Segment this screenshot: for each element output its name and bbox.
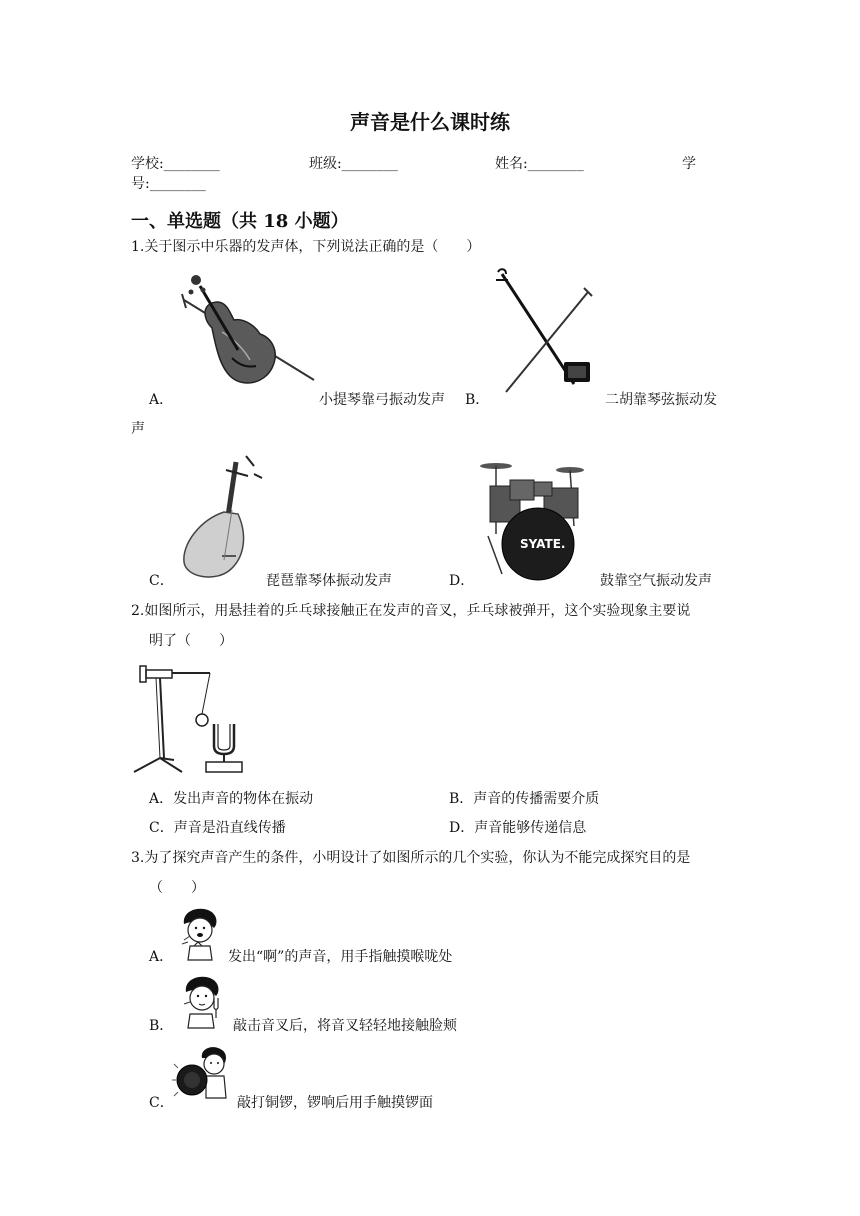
q3-option-c-letter: C． <box>149 1095 174 1111</box>
student-number-label: 学 <box>682 156 696 172</box>
question-2-stem-line1: 2.如图所示，用悬挂着的乒乓球接触正在发声的音叉，乒乓球被弹开，这个实验现象主要说 <box>131 603 691 619</box>
tuning-fork-apparatus-image <box>130 660 260 778</box>
drum-kit-image <box>474 456 596 584</box>
school-field: 学校:________ <box>131 156 220 172</box>
page-title: 声音是什么课时练 <box>350 110 510 134</box>
q2-option-c: C．声音是沿直线传播 <box>149 820 286 836</box>
q3-option-c-text: 敲打铜锣，锣响后用手触摸锣面 <box>237 1095 433 1111</box>
q1-option-d-text: 鼓靠空气振动发声 <box>600 573 712 589</box>
violin-image <box>172 268 320 396</box>
q2-option-a: A．发出声音的物体在振动 <box>149 791 314 807</box>
question-3-stem-line2: （ ） <box>149 880 205 896</box>
student-number-field: 号:________ <box>131 176 206 192</box>
boy-tuning-fork-image <box>178 974 226 1030</box>
q1-option-b-text: 二胡靠琴弦振动发 <box>605 392 717 408</box>
q3-option-a-letter: A． <box>149 949 174 965</box>
name-field: 姓名:________ <box>495 156 584 172</box>
section-heading: 一、单选题（共 18 小题） <box>131 211 349 232</box>
q1-option-a-text: 小提琴靠弓振动发声 <box>319 392 445 408</box>
boy-gong-image <box>172 1044 234 1102</box>
question-2-stem-line2: 明了（ ） <box>149 633 233 649</box>
q1-option-d-letter: D． <box>449 573 475 589</box>
boy-throat-image <box>176 906 224 962</box>
pipa-image <box>176 452 266 584</box>
q2-option-b: B．声音的传播需要介质 <box>449 791 600 807</box>
question-3-stem-line1: 3.为了探究声音产生的条件，小明设计了如图所示的几个实验，你认为不能完成探究目的是 <box>131 850 691 866</box>
q3-option-b-letter: B． <box>149 1018 174 1034</box>
q1-option-c-text: 琵琶靠琴体振动发声 <box>266 573 392 589</box>
erhu-image <box>484 266 604 398</box>
q2-option-d: D．声音能够传递信息 <box>449 820 587 836</box>
class-field: 班级:________ <box>309 156 398 172</box>
q3-option-b-text: 敲击音叉后，将音叉轻轻地接触脸颊 <box>233 1018 457 1034</box>
q1-option-a-letter: A． <box>149 392 174 408</box>
q3-option-a-text: 发出“啊”的声音，用手指触摸喉咙处 <box>228 949 453 965</box>
q1-option-b-letter: B． <box>465 392 490 408</box>
question-1-stem: 1.关于图示中乐器的发声体，下列说法正确的是（ ） <box>131 239 481 255</box>
q1-option-c-letter: C． <box>149 573 174 589</box>
q1-option-b-text-wrap: 声 <box>131 421 145 437</box>
drum-logo: SYATE. <box>520 537 566 551</box>
